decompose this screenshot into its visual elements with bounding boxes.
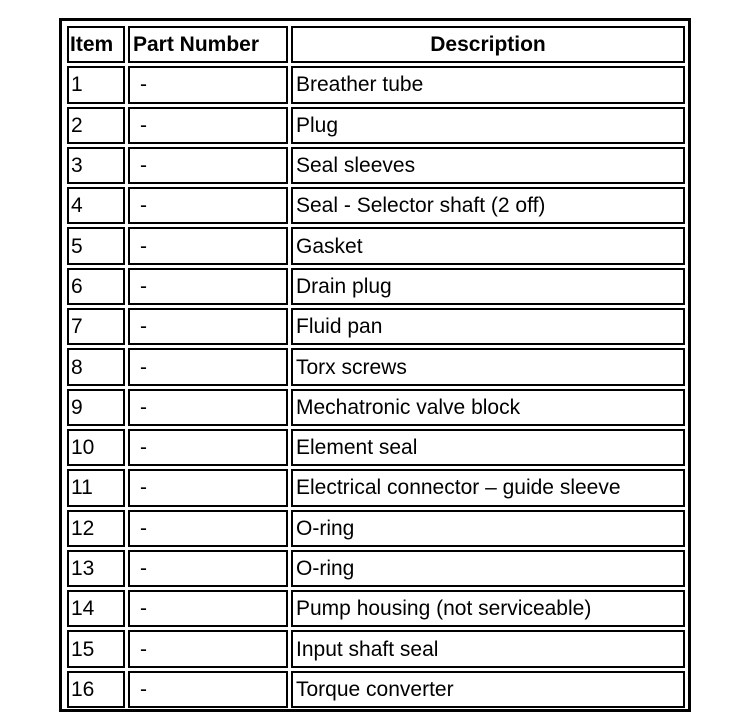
description-cell: Drain plug xyxy=(291,268,685,305)
description-cell: Torx screws xyxy=(291,348,685,385)
part-number-cell: - xyxy=(128,308,288,345)
part-number-cell: - xyxy=(128,187,288,224)
part-number-cell: - xyxy=(128,630,288,667)
description-cell: Fluid pan xyxy=(291,308,685,345)
part-number-cell: - xyxy=(128,348,288,385)
item-cell: 11 xyxy=(67,469,125,506)
table-row xyxy=(67,348,685,385)
item-cell: 14 xyxy=(67,590,125,627)
table-row xyxy=(67,510,685,547)
description-cell: Seal - Selector shaft (2 off) xyxy=(291,187,685,224)
part-number-cell: - xyxy=(128,389,288,426)
part-number-cell: - xyxy=(128,510,288,547)
part-number-cell: - xyxy=(128,550,288,587)
table-row xyxy=(67,147,685,184)
item-cell: 9 xyxy=(67,389,125,426)
item-cell: 7 xyxy=(67,308,125,345)
description-cell: Pump housing (not serviceable) xyxy=(291,590,685,627)
header-part-number: Part Number xyxy=(128,26,288,63)
description-cell: Seal sleeves xyxy=(291,147,685,184)
part-number-cell: - xyxy=(128,66,288,103)
description-cell: Torque converter xyxy=(291,671,685,708)
header-item: Item xyxy=(67,26,125,63)
part-number-cell: - xyxy=(128,227,288,264)
table-row xyxy=(67,630,685,667)
table-row xyxy=(67,590,685,627)
item-cell: 4 xyxy=(67,187,125,224)
table-row xyxy=(67,66,685,103)
description-cell: Mechatronic valve block xyxy=(291,389,685,426)
description-cell: Gasket xyxy=(291,227,685,264)
description-cell: Electrical connector – guide sleeve xyxy=(291,469,685,506)
description-cell: Breather tube xyxy=(291,66,685,103)
item-cell: 3 xyxy=(67,147,125,184)
part-number-cell: - xyxy=(128,671,288,708)
item-cell: 2 xyxy=(67,107,125,144)
item-cell: 15 xyxy=(67,630,125,667)
item-cell: 5 xyxy=(67,227,125,264)
header-description: Description xyxy=(291,26,685,63)
item-cell: 16 xyxy=(67,671,125,708)
item-cell: 8 xyxy=(67,348,125,385)
description-cell: O-ring xyxy=(291,550,685,587)
table-row xyxy=(67,429,685,466)
parts-table-frame xyxy=(59,18,691,712)
part-number-cell: - xyxy=(128,429,288,466)
part-number-cell: - xyxy=(128,268,288,305)
part-number-cell: - xyxy=(128,147,288,184)
table-row xyxy=(67,227,685,264)
item-cell: 13 xyxy=(67,550,125,587)
part-number-cell: - xyxy=(128,469,288,506)
item-cell: 1 xyxy=(67,66,125,103)
table-row xyxy=(67,308,685,345)
item-cell: 12 xyxy=(67,510,125,547)
description-cell: Input shaft seal xyxy=(291,630,685,667)
parts-table xyxy=(64,23,688,711)
description-cell: Plug xyxy=(291,107,685,144)
description-cell: Element seal xyxy=(291,429,685,466)
table-row xyxy=(67,671,685,708)
table-row xyxy=(67,268,685,305)
table-row xyxy=(67,107,685,144)
part-number-cell: - xyxy=(128,107,288,144)
table-row xyxy=(67,389,685,426)
description-cell: O-ring xyxy=(291,510,685,547)
table-row xyxy=(67,550,685,587)
item-cell: 6 xyxy=(67,268,125,305)
item-cell: 10 xyxy=(67,429,125,466)
part-number-cell: - xyxy=(128,590,288,627)
table-row xyxy=(67,469,685,506)
table-header-row xyxy=(67,26,685,63)
table-row xyxy=(67,187,685,224)
